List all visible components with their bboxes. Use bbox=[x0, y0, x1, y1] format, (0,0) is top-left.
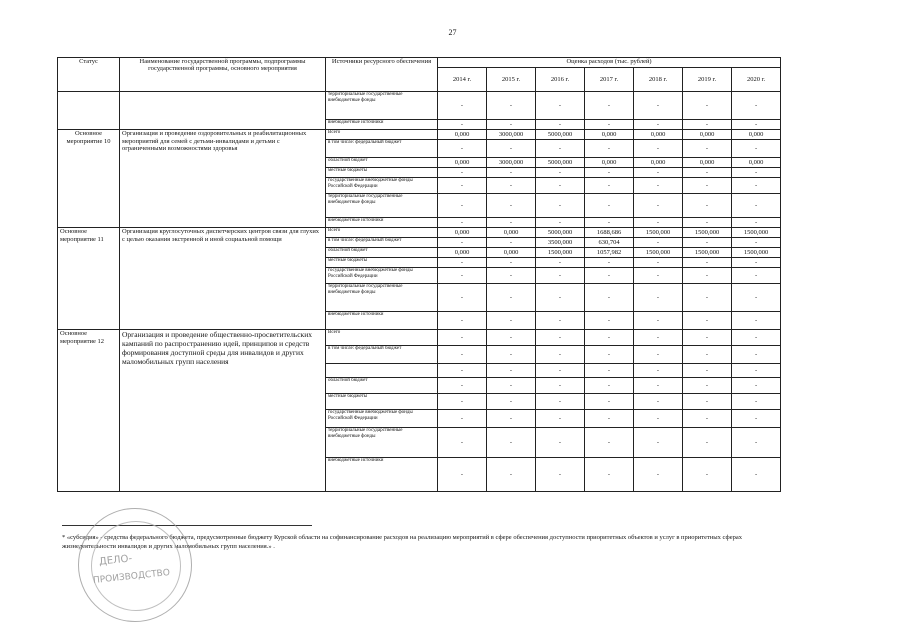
value-cell: - bbox=[487, 378, 536, 394]
value-cell: - bbox=[683, 284, 732, 312]
value-cell: 1500,000 bbox=[732, 228, 781, 238]
value-cell: - bbox=[634, 410, 683, 428]
value-cell: - bbox=[438, 194, 487, 218]
table-row bbox=[58, 330, 781, 346]
value-cell: - bbox=[634, 284, 683, 312]
value-cell: - bbox=[634, 268, 683, 284]
value-cell: - bbox=[732, 258, 781, 268]
value-cell: - bbox=[487, 346, 536, 364]
value-cell: - bbox=[683, 330, 732, 346]
value-cell: - bbox=[732, 284, 781, 312]
value-cell: - bbox=[585, 378, 634, 394]
value-cell: - bbox=[683, 410, 732, 428]
value-cell: - bbox=[634, 92, 683, 120]
value-cell: - bbox=[536, 140, 585, 158]
value-cell: - bbox=[438, 238, 487, 248]
source-cell: территориальные государственные внебюджетные фонды bbox=[326, 428, 438, 458]
source-cell: Всего bbox=[326, 330, 438, 346]
program-name-cell: Организация круглосуточных диспетчерских центров связи для глухих с целью оказания экстренной и иной социальной помощи bbox=[120, 228, 326, 330]
header-year: 2016 г. bbox=[536, 68, 585, 92]
value-cell: 1057,982 bbox=[585, 248, 634, 258]
value-cell: - bbox=[487, 268, 536, 284]
header-estimate: Оценка расходов (тыс. рублей) bbox=[438, 58, 781, 68]
page-number: 27 bbox=[448, 28, 457, 37]
value-cell: - bbox=[487, 194, 536, 218]
header-year: 2014 г. bbox=[438, 68, 487, 92]
value-cell: - bbox=[683, 194, 732, 218]
value-cell: - bbox=[634, 346, 683, 364]
value-cell: - bbox=[732, 428, 781, 458]
value-cell: - bbox=[732, 312, 781, 330]
value-cell: - bbox=[683, 364, 732, 378]
source-cell: территориальные государственные внебюджетные фонды bbox=[326, 284, 438, 312]
value-cell: - bbox=[585, 284, 634, 312]
value-cell: - bbox=[683, 178, 732, 194]
status-cell bbox=[58, 92, 120, 130]
value-cell: - bbox=[585, 410, 634, 428]
value-cell: - bbox=[487, 92, 536, 120]
table-row bbox=[58, 130, 781, 140]
value-cell: - bbox=[585, 168, 634, 178]
value-cell: - bbox=[634, 238, 683, 248]
value-cell: - bbox=[634, 258, 683, 268]
program-name-cell: Организация и проведение общественно-просветительских кампаний по распространению идей, принципов и средств формирования доступной среды для инвалидов и других маломобильных групп населения bbox=[120, 330, 326, 492]
value-cell: - bbox=[683, 268, 732, 284]
value-cell: - bbox=[732, 178, 781, 194]
value-cell: 630,704 bbox=[585, 238, 634, 248]
status-cell: Основное мероприятие 10 bbox=[58, 130, 120, 228]
value-cell: - bbox=[438, 458, 487, 492]
value-cell: - bbox=[683, 238, 732, 248]
program-name-cell: Организация и проведение оздоровительных и реабилитационных мероприятий для семей с детьми-инвалидами и детьми с ограниченными возможностями здоровья bbox=[120, 130, 326, 228]
value-cell: - bbox=[732, 394, 781, 410]
table-body bbox=[58, 92, 781, 492]
source-cell bbox=[326, 364, 438, 378]
value-cell: 1500,000 bbox=[732, 248, 781, 258]
value-cell: - bbox=[585, 178, 634, 194]
stamp-line1: ДЕЛО- bbox=[98, 553, 133, 568]
value-cell: - bbox=[732, 194, 781, 218]
header-name: Наименование государственной программы, подпрограммы государственной программы, основного мероприятия bbox=[120, 58, 326, 92]
value-cell: - bbox=[536, 458, 585, 492]
value-cell: - bbox=[585, 428, 634, 458]
value-cell: 1500,000 bbox=[683, 228, 732, 238]
value-cell: - bbox=[438, 168, 487, 178]
value-cell: - bbox=[683, 92, 732, 120]
value-cell: - bbox=[634, 428, 683, 458]
value-cell: - bbox=[487, 394, 536, 410]
value-cell: - bbox=[732, 168, 781, 178]
source-cell: в том числе: федеральный бюджет bbox=[326, 238, 438, 248]
value-cell: - bbox=[585, 140, 634, 158]
value-cell: - bbox=[438, 140, 487, 158]
value-cell: 1500,000 bbox=[634, 228, 683, 238]
value-cell: 1500,000 bbox=[536, 248, 585, 258]
value-cell: - bbox=[585, 268, 634, 284]
source-cell: в том числе: федеральный бюджет bbox=[326, 346, 438, 364]
value-cell: - bbox=[634, 194, 683, 218]
value-cell: - bbox=[536, 268, 585, 284]
value-cell: - bbox=[438, 178, 487, 194]
value-cell: - bbox=[585, 194, 634, 218]
value-cell: - bbox=[487, 140, 536, 158]
value-cell: - bbox=[732, 458, 781, 492]
value-cell: 0,000 bbox=[585, 130, 634, 140]
value-cell: - bbox=[683, 428, 732, 458]
value-cell: - bbox=[536, 378, 585, 394]
source-cell: внебюджетные источники bbox=[326, 218, 438, 228]
value-cell: 0,000 bbox=[438, 130, 487, 140]
value-cell: 5000,000 bbox=[536, 130, 585, 140]
value-cell: 0,000 bbox=[438, 228, 487, 238]
value-cell: 3500,000 bbox=[536, 238, 585, 248]
value-cell: - bbox=[585, 394, 634, 410]
source-cell: местные бюджеты bbox=[326, 394, 438, 410]
value-cell: - bbox=[536, 258, 585, 268]
value-cell: 0,000 bbox=[634, 158, 683, 168]
value-cell: - bbox=[536, 194, 585, 218]
header-sources: Источники ресурсного обеспечения bbox=[326, 58, 438, 92]
value-cell: - bbox=[634, 330, 683, 346]
value-cell: - bbox=[585, 120, 634, 130]
value-cell: - bbox=[683, 168, 732, 178]
program-name-cell bbox=[120, 92, 326, 130]
source-cell: государственные внебюджетные фонды Российской Федерации bbox=[326, 268, 438, 284]
header-year: 2015 г. bbox=[487, 68, 536, 92]
value-cell: - bbox=[438, 378, 487, 394]
value-cell: - bbox=[683, 258, 732, 268]
table-row bbox=[58, 92, 781, 120]
value-cell: - bbox=[732, 330, 781, 346]
value-cell: - bbox=[487, 364, 536, 378]
source-cell: государственные внебюджетные фонды Российской Федерации bbox=[326, 178, 438, 194]
value-cell: - bbox=[683, 394, 732, 410]
value-cell: - bbox=[438, 120, 487, 130]
source-cell: Всего bbox=[326, 228, 438, 238]
value-cell: - bbox=[683, 120, 732, 130]
value-cell: - bbox=[683, 378, 732, 394]
value-cell: - bbox=[487, 458, 536, 492]
value-cell: - bbox=[536, 330, 585, 346]
status-cell: Основное мероприятие 11 bbox=[58, 228, 120, 330]
source-cell: в том числе: федеральный бюджет bbox=[326, 140, 438, 158]
value-cell: - bbox=[683, 312, 732, 330]
value-cell: - bbox=[487, 168, 536, 178]
source-cell: местные бюджеты bbox=[326, 258, 438, 268]
value-cell: - bbox=[585, 312, 634, 330]
value-cell: - bbox=[487, 330, 536, 346]
value-cell: - bbox=[536, 346, 585, 364]
value-cell: - bbox=[487, 238, 536, 248]
value-cell: 3000,000 bbox=[487, 130, 536, 140]
value-cell: - bbox=[536, 312, 585, 330]
value-cell: - bbox=[585, 330, 634, 346]
value-cell: - bbox=[585, 258, 634, 268]
value-cell: - bbox=[683, 346, 732, 364]
value-cell: - bbox=[732, 378, 781, 394]
value-cell: 3000,000 bbox=[487, 158, 536, 168]
value-cell: - bbox=[487, 284, 536, 312]
value-cell: - bbox=[438, 346, 487, 364]
value-cell: - bbox=[536, 394, 585, 410]
header-year: 2017 г. bbox=[585, 68, 634, 92]
value-cell: - bbox=[585, 218, 634, 228]
value-cell: - bbox=[536, 364, 585, 378]
header-year: 2019 г. bbox=[683, 68, 732, 92]
table-row bbox=[58, 228, 781, 238]
value-cell: 1688,686 bbox=[585, 228, 634, 238]
value-cell: - bbox=[732, 410, 781, 428]
value-cell: - bbox=[732, 140, 781, 158]
value-cell: - bbox=[487, 410, 536, 428]
value-cell: - bbox=[536, 178, 585, 194]
value-cell: - bbox=[585, 458, 634, 492]
value-cell: - bbox=[487, 178, 536, 194]
value-cell: - bbox=[634, 218, 683, 228]
value-cell: 0,000 bbox=[438, 158, 487, 168]
value-cell: - bbox=[438, 312, 487, 330]
value-cell: - bbox=[634, 364, 683, 378]
value-cell: 0,000 bbox=[683, 130, 732, 140]
value-cell: - bbox=[438, 330, 487, 346]
source-cell: внебюджетные источники bbox=[326, 120, 438, 130]
value-cell: - bbox=[634, 178, 683, 194]
value-cell: 0,000 bbox=[487, 248, 536, 258]
value-cell: - bbox=[438, 218, 487, 228]
value-cell: 1500,000 bbox=[683, 248, 732, 258]
value-cell: 0,000 bbox=[683, 158, 732, 168]
source-cell: местные бюджеты bbox=[326, 168, 438, 178]
source-cell: территориальные государственные внебюджетные фонды bbox=[326, 92, 438, 120]
value-cell: - bbox=[487, 428, 536, 458]
value-cell: - bbox=[438, 92, 487, 120]
value-cell: - bbox=[732, 120, 781, 130]
value-cell: - bbox=[732, 364, 781, 378]
value-cell: - bbox=[683, 218, 732, 228]
value-cell: - bbox=[732, 268, 781, 284]
value-cell: - bbox=[536, 410, 585, 428]
office-stamp bbox=[78, 508, 192, 622]
value-cell: - bbox=[683, 458, 732, 492]
value-cell: 0,000 bbox=[732, 158, 781, 168]
value-cell: - bbox=[438, 364, 487, 378]
value-cell: - bbox=[536, 428, 585, 458]
value-cell: - bbox=[634, 378, 683, 394]
stamp-line2: ПРОИЗВОДСТВО bbox=[92, 567, 171, 587]
source-cell: внебюджетные источники bbox=[326, 312, 438, 330]
header-year: 2018 г. bbox=[634, 68, 683, 92]
value-cell: 0,000 bbox=[634, 130, 683, 140]
source-cell: областной бюджет bbox=[326, 158, 438, 168]
value-cell: - bbox=[634, 120, 683, 130]
value-cell: - bbox=[732, 346, 781, 364]
value-cell: - bbox=[585, 364, 634, 378]
source-cell: внебюджетные источники bbox=[326, 458, 438, 492]
value-cell: - bbox=[438, 394, 487, 410]
value-cell: 5000,000 bbox=[536, 228, 585, 238]
value-cell: 0,000 bbox=[438, 248, 487, 258]
source-cell: Всего bbox=[326, 130, 438, 140]
value-cell: - bbox=[732, 92, 781, 120]
value-cell: - bbox=[487, 218, 536, 228]
value-cell: - bbox=[487, 120, 536, 130]
value-cell: - bbox=[438, 268, 487, 284]
status-cell: Основное мероприятие 12 bbox=[58, 330, 120, 492]
value-cell: - bbox=[536, 120, 585, 130]
value-cell: - bbox=[634, 458, 683, 492]
budget-table bbox=[57, 57, 781, 492]
value-cell: - bbox=[487, 312, 536, 330]
value-cell: - bbox=[536, 168, 585, 178]
value-cell: 0,000 bbox=[487, 228, 536, 238]
value-cell: - bbox=[438, 428, 487, 458]
value-cell: - bbox=[438, 258, 487, 268]
value-cell: - bbox=[438, 284, 487, 312]
value-cell: - bbox=[732, 238, 781, 248]
value-cell: 1500,000 bbox=[634, 248, 683, 258]
value-cell: - bbox=[585, 92, 634, 120]
value-cell: 0,000 bbox=[585, 158, 634, 168]
value-cell: - bbox=[634, 312, 683, 330]
value-cell: - bbox=[536, 284, 585, 312]
value-cell: - bbox=[536, 92, 585, 120]
source-cell: территориальные государственные внебюджетные фонды bbox=[326, 194, 438, 218]
source-cell: государственные внебюджетные фонды Российской Федерации bbox=[326, 410, 438, 428]
source-cell: областной бюджет bbox=[326, 378, 438, 394]
value-cell: - bbox=[634, 394, 683, 410]
header-status: Статус bbox=[58, 58, 120, 92]
value-cell: - bbox=[634, 140, 683, 158]
footnote: * «субсидия» - средства федерального бюджета, предусмотренные бюджету Курской области на софинансирование расходов на реализацию мероприятий в сфере обеспечения доступности приоритетных объектов и услуг в приоритетных сферах жизнедеятельности инвалидов и других маломобильных групп населения.» . bbox=[62, 534, 742, 550]
header-year: 2020 г. bbox=[732, 68, 781, 92]
value-cell: 0,000 bbox=[732, 130, 781, 140]
value-cell: - bbox=[438, 410, 487, 428]
value-cell: - bbox=[536, 218, 585, 228]
value-cell: - bbox=[634, 168, 683, 178]
source-cell: областной бюджет bbox=[326, 248, 438, 258]
value-cell: - bbox=[683, 140, 732, 158]
value-cell: - bbox=[732, 218, 781, 228]
value-cell: - bbox=[487, 258, 536, 268]
value-cell: 5000,000 bbox=[536, 158, 585, 168]
value-cell: - bbox=[585, 346, 634, 364]
